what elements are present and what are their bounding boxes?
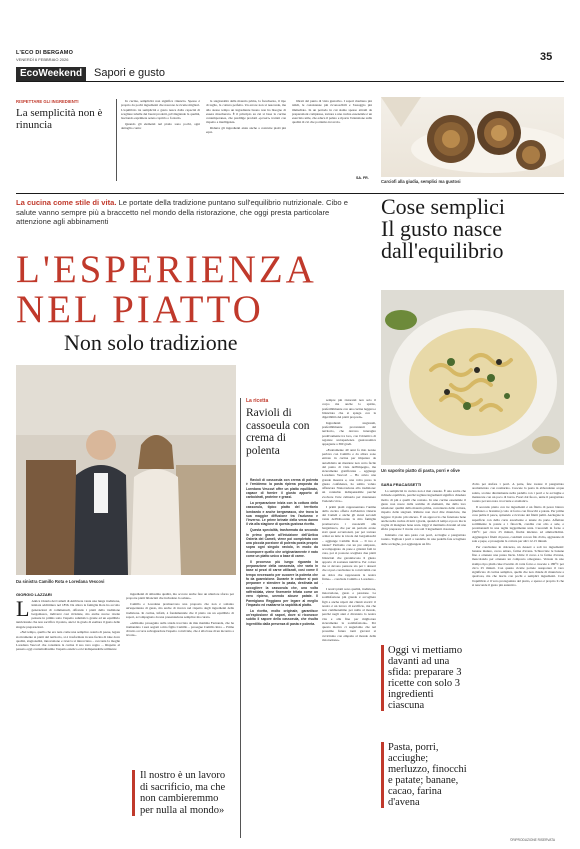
- main-headline-1: L'ESPERIENZA: [16, 248, 317, 291]
- right-pull-2-text: Pasta, porri, acciughe; merluzzo, finocchi e patate; banane, cacao, farina d'avena: [388, 742, 467, 808]
- sidebar-c1-p1: In cucina, semplicità non significa rinuncia. Spesso è proprio da pochi ingredienti che nascono le ricette migliori. L'equilibrio tra semplicità e gusto nasce dalla capacità di scegliere tabelle dei buoni prodotti, privilegiando la qualità, lasciando esprimere senza coprirlo o forzarlo.: [121, 99, 200, 120]
- right-c2-p2: Il secondo piatto con tre ingredienti è un filetto di pesce bianco (merluzzo o branzino) cotto al forno con finocchi e patate. Per prima cosa pulite il pesce, spinatelo e ricavate dei filetti puliti. Asciugate la superficie con della carta assorbente e tenete da parte. Affettate sottilmente le patate e i finocchi, condite con olio e sale, e posizionateli in una teglia leggermente unta. Cuoceteli in forno a 190°C per circa 25 minuti, finché iniziano ad ammorbidirsi. Aggiungete i filetti di pesce, conditeli con un filo d'olio, aggiustate di sale e pepe, e proseguite la cottura per altri 12-15 minuti.: [472, 504, 564, 543]
- main-c1-p2: «Nel tempo, quella che era nata come una semplice osteria di paese, legata storicamente ai piatti del territorio, si è trasformata in una fucina di idee dove qualità, stagionalità, innovazione e ricerca si intrecciano – racconta la moglie Loredana Vescovi che considera la cucina il suo vero regno –. Rispetto al passato oggi contamoltissimo l'aspetto estetico ed è indispensabile utilizzare: [16, 630, 120, 652]
- recipe-c1-p2: La preparazione inizia con la cottura della cassoeula, tipico piatto del territorio lombardo e anche bergamasco, che trova la sua maggior diffusione tra l'autunno e l'inverno. Le prime brinate della verza danno il via alla stagione di questa gustosa ricetta.: [246, 500, 318, 527]
- recipe-c2-p5: I nostri piatti sono qualità, tradizione, innovazione, gusto e passione. La soddisfazione più grande è accogliere figli e anche nipoti dei clienti storici: il nostro è un lavoro di sacrificio, ma che non cambieremmo per nulla al mondo, perché negli anni è diventato la nostra vita e alla fine per migliorare sicuramente le soddisfazioni». Per questo motivo ci auguriamo che nel prossimo futuro tanti giovani si avvicinino con empatia al mondo della ristorazione».: [322, 586, 376, 642]
- sidebar-divider: [116, 99, 117, 181]
- right-pull-1-text: Oggi vi mettiamo davanti ad una sfida: preparare 3 ricette con solo 3 ingredienti ciascuna: [388, 645, 463, 711]
- artichoke-caption: Carciofi alla giudia, semplici ma gustosi: [381, 179, 461, 184]
- main-headline-2: NEL PIATTO: [16, 288, 264, 331]
- portrait-illustration: [16, 365, 236, 575]
- sidebar-col-3: [292, 99, 372, 175]
- intro-body: Le portate della tradizione puntano sull'equilibrio nutrizionale. Cibo e salute vanno sempre più a braccetto nel mondo della ristorazione, che oggi presta particolare attenzione agli abbinamenti: [16, 198, 348, 226]
- main-headline: [16, 250, 376, 330]
- portrait-photo: [16, 365, 236, 575]
- recipe-c1-p4: Il processo più lungo riguarda la preparazione della cassoeula, che varia in base ai pezzi di carne utilizzati, così come il tempo necessario per cuocere la polenta che fa da guarnizione. Durante le cotture si può preparare e stendere la pasta, destinata ad accogliere la cassoeula che, una volta raffreddata, viene finemente tritata come un vero ripieno, unendo alcune patate. Il Parmigiano Reggiano per legare al meglio l'impasto ed esaltarne la sapidità al piatto.: [246, 559, 318, 607]
- right-col-2: [472, 482, 564, 834]
- portrait-caption: Da sinistra Camillo Rota e Loredana Vescovi: [16, 579, 105, 584]
- masthead-date: VENERDÌ 6 FEBBRAIO 2026: [16, 57, 69, 62]
- masthead-paper: L'ECO DI BERGAMO: [16, 50, 74, 56]
- section-bar: [16, 66, 564, 82]
- recipe-col-1: [246, 478, 318, 840]
- main-col-1: [16, 599, 120, 840]
- sidebar-col-1: [121, 99, 200, 182]
- sidebar-c2-p2: Ridurre gli ingredienti aiuta anche a costruire piatti più equi-: [206, 126, 286, 135]
- main-author: GIORGIO LAZZARI: [16, 592, 52, 597]
- main-dropcap: L: [16, 599, 30, 621]
- artichoke-illustration: [381, 97, 564, 177]
- main-pull-quote-text: Il nostro è un lavoro di sacrificio, ma che non cambieremmo per nulla al mondo»: [140, 770, 226, 816]
- recipe-c2-p2: Ingredienti stagionali, preferibilmente provenienti dal territorio, che devono interagire positivamente tra loro, con l'obiettivo di regalare un'esperienza gastronomica appagante a 360 gradi.: [322, 420, 376, 446]
- main-c2-p1: ingredienti di altissima qualità, ma occorre anche fare un ulteriore sforzo per proporre piatti bilanciati che includano la salute».: [126, 592, 234, 601]
- right-pull-2: [381, 742, 467, 808]
- main-c1-p1: Antica Osteria dei Camelì di Ambivere vanta una lunga tradizione, iniziata addirittura nel 1856. Da allora la famiglia Rota ha accolto generazioni di commensali, offrendo i piatti della tradizione bergamasca, indiversi casi rivisitate, ma anche nuove ricette pensate in primis sotto l'aspetto salutistico grazie ad un equilibrio nutrizionale che non sacrifica il palato, anzi è in grado di esaltare il gusto delle singole preparazioni.: [16, 599, 120, 629]
- artichoke-photo: [381, 97, 564, 177]
- section-brand: EcoWeekend: [16, 67, 86, 81]
- recipe-col-2: [322, 398, 376, 840]
- main-c2-p3: «Abbiamo proseguito sulla strada tracciata da mia mamma Fernanda, che ha tramandato i suoi segreti a mio figlio Camillo – prosegue Camillo Rota –. Prima di tutto occorre salvaguardare l'aspetto conviviale, che è alla base di un incontro a tavola».: [126, 620, 234, 638]
- main-col-2: [126, 592, 234, 764]
- main-pull-quote: [132, 770, 232, 816]
- sidebar-c3-p1: librati dal punto di vista gustativo. I sapori risultano più nitidi, le consistenze più riconoscibili e l'assaggio più immediato. In un periodo in cui siamo spesso attratti da preparazioni complesse, tornare a una cucina essenziale è un esercizio utile, che educa il palato e riporta l'attenzione sulla qualità di ciò che portiamo in tavola.: [292, 99, 372, 125]
- right-headline-3: dall'equilibrio: [381, 238, 504, 263]
- right-c1-p2: Iniziamo con una pasta con porri, acciughe e pangrattato tostato. Tagliate i porri a rondelle. In una padella fate sciogliere delle acciughe, poi aggiungete un filo: [381, 533, 466, 546]
- right-c2-p1: d'olio per stufare i porri. A parte, fate tostare il pangrattato aromatizzato con rosmarino. Cuocete la pasta in abbondante acqua salata, scolate direttamente nella padella con i porri e le acciughe e mantecate con un poco di burro. Fuori dal fuoco, unite il pangrattato tostato per una nota croccante e aromatica.: [472, 482, 564, 503]
- recipe-c2-p3: «Esattamente 40 anni fa mio nonno parlava con Camillo e da allora sono entrato in cucina per imparare da autodidatta un mestiere non certo facile dal punto di vista dell'impegno, ma sicuramente gratificante – aggiunge Loredana Vescovi –. Ho avuto una grande maestra e, una volta preso la giusta confidenza, ho subito voluto affiancare l'innovazione alla tradizione: un connubio indispensabile perché evolvere l'arte culinaria per mantenere l'azienda viva».: [322, 447, 376, 503]
- recipe-divider: [240, 398, 241, 838]
- recipe-title: Ravioli di cassoeula con crema di polenta: [246, 407, 310, 457]
- pasta-caption: Un saporito piatto di pasta, porri e olive: [381, 468, 460, 473]
- main-subtitle: Non solo tradizione: [64, 330, 238, 355]
- sidebar-signature: SA. FR.: [356, 176, 369, 180]
- right-col-1: [381, 489, 466, 637]
- pasta-photo: [381, 290, 564, 465]
- sidebar-title: La semplicità non è rinuncia: [16, 107, 103, 131]
- page-number: 35: [540, 51, 553, 63]
- recipe-c1-p5: La ricetta, molto originale, garantisce un'esplosione di sapori, dove si riconosce subito il sapore della cassoeula, che risulta ingentilito dalla presenza di pasta e polenta.: [246, 608, 318, 626]
- recipe-c2-p1: sempre più ristoranti non solo il corpo ma anche lo spirito, preferibilmente con una cucina leggera e bilanciata che si spiega con la digeribilità dei piatti proposti».: [322, 398, 376, 419]
- intro-text: [16, 198, 366, 227]
- recipe-c1-p3: Questa specialità, trasformata da secondo in primo grazie all'intuizione dell'Antica Osteria dei Camelì, viene poi completata con una piccola porzione di polenta posta proprio sopra ogni singolo raviolo, in modo da ricomporre quello che originariamente è nato come un piatto unico a base di carne.: [246, 528, 318, 559]
- right-headline-1: Cose semplici: [381, 194, 506, 219]
- section-name: Sapori e gusto: [94, 67, 165, 79]
- sidebar-kicker: RISPETTARE GLI INGREDIENTI: [16, 99, 79, 104]
- sidebar-c1-p2: Quando gli elementi nel piatto sono pochi, ogni dettaglio conta:: [121, 121, 200, 130]
- intro-lead: La cucina come stile di vita.: [16, 198, 117, 207]
- recipe-kicker: La ricetta: [246, 398, 269, 404]
- recipe-c1-p1: Ravioli di cassoeula con crema di polenta è l'emblema: la pasta ripiena proposta da Loredana Vescovi offre un piatto equilibrato, capace di fornire il giusto apporto di carboidrati, proteine e grassi.: [246, 478, 318, 500]
- right-c2-p3: Per concludere in dolcezza, un dessert a soli tre ingredienti: banane mature, cacao amaro, farina d'avena. Schiacciate le banane fino a ottenere una purea liscia. Unite il cacao e la farina d'avena, mescolando per ottenere un composto omogeneo. Versate in uno stampo tipo plum cake rivestito di carta forno e cuocete a 180°C per circa 25 minuti. Con questo ricette potrete assaporare il vero significato di cucina semplice, quella che non chiede di rinunciare a qualcosa, ma che lascia con pochi e semplici ingredienti. Così l'equilibrio è il vero protagonista del piatto, e spesso è proprio lì che si nasconde il gusto più autentico.: [472, 544, 564, 587]
- right-headline: [381, 196, 564, 262]
- pasta-illustration: [381, 290, 564, 465]
- copyright: ©RIPRODUZIONE RISERVATA: [510, 838, 555, 842]
- right-headline-2: Il gusto nasce: [381, 216, 502, 241]
- right-pull-1: [381, 645, 467, 711]
- recipe-c2-p4: I primi piatti rappresentano l'anima della cucina offerta dall'Antica Osteria dei Camelì e anche gli stessi secondi vanta dell'Ottocento la mia famiglia promuoveva i casoncelli alla bergamasca, che per un periodo erano stati quasi accantonati, per poi tornare ormai su tutte le tavole dei bergamaschi – aggiunge Camillo Rota –. Il tuo è ideale? Partiamo con un pre antipasto, accompagnato da pane e grissini fatti in casa, poi si possono scegliere due piatti bilanciati che garantiscono il giusto apporto di sostanze nutritive. Per colore ma si devono pensare sia per i dessert che si può concludere la convivialità con un dolce che rappresenta la nostra firma» – conclude Camillo e Loredana – .: [322, 504, 376, 585]
- sidebar-c2-p1: la stagionalità della materia prima, la freschezza, il tipo di taglio, la cottura perfetta. Un errore non si nasconde, ma allo stesso tempo un ingrediente buono non ha bisogno di essere mascherato. È il principio su cui si basa la cucina contemporanea, che predilige prodotti «poveri» trattati con rispetto e intelligenza.: [206, 99, 286, 125]
- sidebar-col-2: [206, 99, 286, 182]
- right-author: SARA FRACASSETTI: [381, 482, 422, 487]
- main-c2-p2: Camillo e Loredana promuovono una proposta che non è soltanto un'esperienza di gusto, ma anche di ricerca nel rispetto degli ingredienti della tradizione. In cucina, infatti, è fondamentale che il piatto sia un equilibrio di sapori, accompagnato da una presentazione semplice ma curata.: [126, 602, 234, 619]
- right-c1-p1: La semplicità in cucina non è mai casuale. È una scelta che richiede equilibrio, perché togliere ingredienti significa chiedere molto di più a quelli che restano. In una cucina essenziale il gusto non nasce dalla somma di elementi, ma dalla loro relazione: qualità della materia prima, correttezza delle cotture, rispetto delle stagioni. Ridurre non vuol dire rinunciare, ma leggere il piatto più sincero. È un approccio che funziona bene anche nella cucina di tutti i giorni, quando il tempo è poco ma la voglia di mangiare bene resta. Oggi vi mettiamo davanti ad una sfida: preparare 3 ricette con soli 3 ingredienti ciascuna.: [381, 489, 466, 532]
